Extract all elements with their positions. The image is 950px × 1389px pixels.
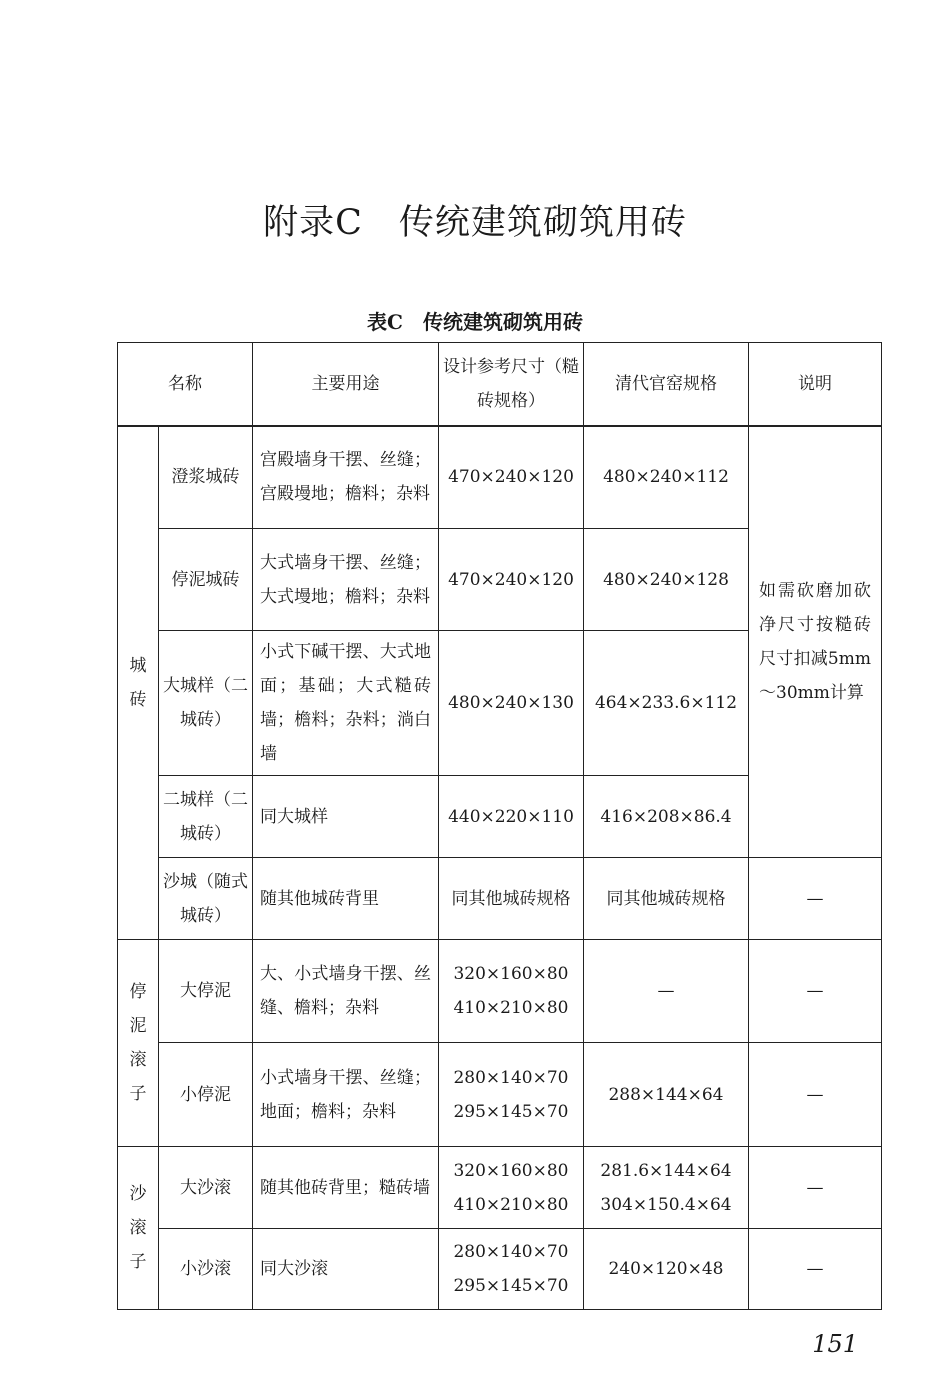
qing-spec: 281.6×144×64 304×150.4×64	[584, 1147, 749, 1229]
qing-spec: 同其他城砖规格	[584, 858, 749, 940]
note: —	[749, 858, 882, 940]
brick-use: 随其他砖背里；糙砖墙	[253, 1147, 439, 1229]
brick-use: 小式下碱干摆、大式地面；基础；大式糙砖墙；檐料；杂料；淌白墙	[253, 631, 439, 776]
page-number: 151	[812, 1330, 858, 1358]
design-size: 470×240×120	[439, 529, 584, 631]
qing-spec: 416×208×86.4	[584, 776, 749, 858]
brick-use: 宫殿墙身干摆、丝缝；宫殿墁地；檐料；杂料	[253, 426, 439, 529]
brick-name: 大城样（二城砖）	[159, 631, 253, 776]
brick-name: 小沙滚	[159, 1229, 253, 1310]
note: —	[749, 940, 882, 1043]
brick-use: 同大城样	[253, 776, 439, 858]
brick-name: 二城样（二城砖）	[159, 776, 253, 858]
brick-table	[117, 342, 882, 1310]
note: —	[749, 1229, 882, 1310]
header-design-size: 设计参考尺寸（糙砖规格）	[439, 343, 584, 426]
design-size: 280×140×70 295×145×70	[439, 1229, 584, 1310]
group-label: 城砖	[118, 426, 159, 940]
group-label: 沙滚子	[118, 1147, 159, 1310]
design-size: 440×220×110	[439, 776, 584, 858]
qing-spec: 240×120×48	[584, 1229, 749, 1310]
note: —	[749, 1043, 882, 1147]
design-size: 480×240×130	[439, 631, 584, 776]
design-size: 320×160×80 410×210×80	[439, 940, 584, 1043]
table-row	[118, 1043, 882, 1147]
qing-spec: —	[584, 940, 749, 1043]
brick-use: 大、小式墙身干摆、丝缝、檐料；杂料	[253, 940, 439, 1043]
brick-name: 大停泥	[159, 940, 253, 1043]
note: —	[749, 1147, 882, 1229]
qing-spec: 480×240×112	[584, 426, 749, 529]
brick-use: 小式墙身干摆、丝缝；地面；檐料；杂料	[253, 1043, 439, 1147]
table-row	[118, 858, 882, 940]
page-title: 附录C 传统建筑砌筑用砖	[263, 203, 687, 243]
qing-spec: 464×233.6×112	[584, 631, 749, 776]
group-label: 停泥滚子	[118, 940, 159, 1147]
brick-name: 小停泥	[159, 1043, 253, 1147]
header-name: 名称	[118, 343, 253, 426]
brick-name: 澄浆城砖	[159, 426, 253, 529]
table-row	[118, 940, 882, 1043]
qing-spec: 480×240×128	[584, 529, 749, 631]
brick-use: 随其他城砖背里	[253, 858, 439, 940]
table-row	[118, 1229, 882, 1310]
shared-note: 如需砍磨加砍净尺寸按糙砖尺寸扣减5mm～30mm计算	[749, 426, 882, 858]
brick-use: 同大沙滚	[253, 1229, 439, 1310]
design-size: 280×140×70 295×145×70	[439, 1043, 584, 1147]
design-size: 470×240×120	[439, 426, 584, 529]
header-qing-spec: 清代官窑规格	[584, 343, 749, 426]
table-row	[118, 1147, 882, 1229]
table-row	[118, 426, 882, 529]
header-use: 主要用途	[253, 343, 439, 426]
brick-name: 停泥城砖	[159, 529, 253, 631]
table-caption: 表C 传统建筑砌筑用砖	[367, 310, 583, 334]
header-row	[118, 343, 882, 426]
header-note: 说明	[749, 343, 882, 426]
brick-name: 大沙滚	[159, 1147, 253, 1229]
design-size: 同其他城砖规格	[439, 858, 584, 940]
brick-name: 沙城（随式城砖）	[159, 858, 253, 940]
design-size: 320×160×80 410×210×80	[439, 1147, 584, 1229]
brick-use: 大式墙身干摆、丝缝；大式墁地；檐料；杂料	[253, 529, 439, 631]
qing-spec: 288×144×64	[584, 1043, 749, 1147]
